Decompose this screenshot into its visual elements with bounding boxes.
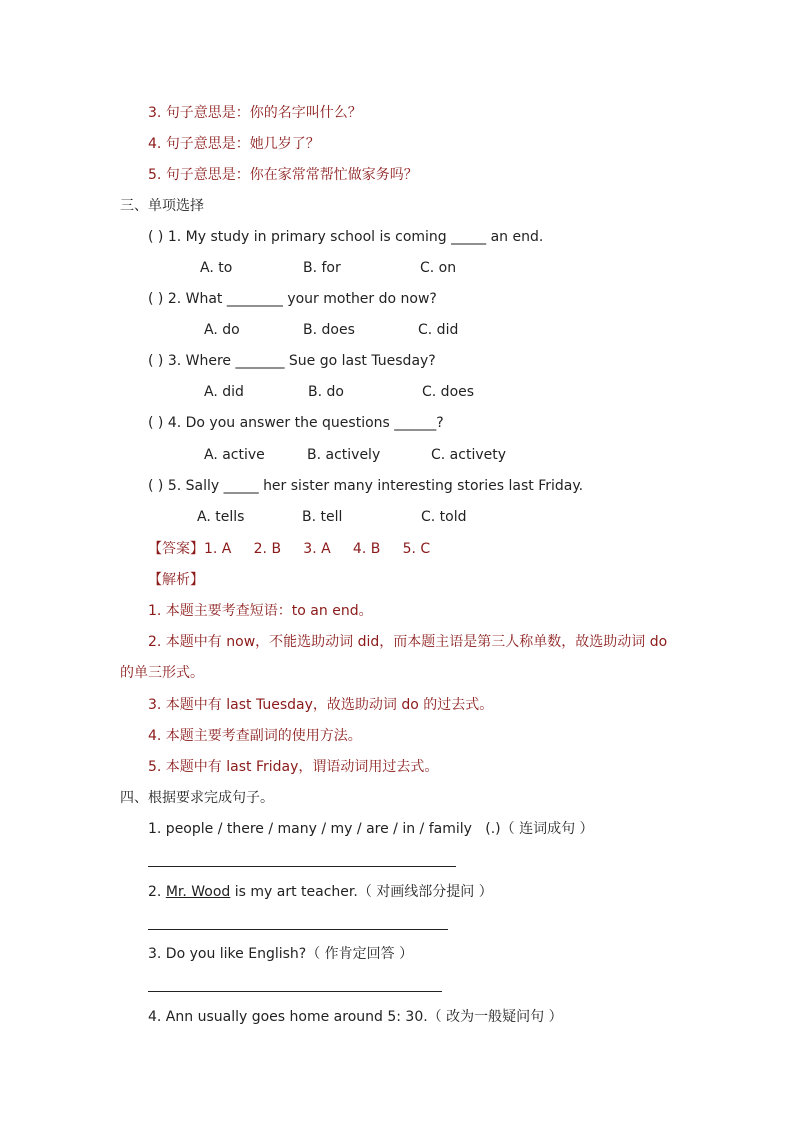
analysis-line: 2. 本题中有 now，不能选助动词 did，而本题主语是第三人称单数，故选助动词 do [148, 634, 668, 650]
underlined-phrase: Mr. Wood [165, 884, 231, 900]
option-b: B. does [303, 322, 355, 338]
analysis-line: 1. 本题主要考查短语：to an end。 [148, 603, 373, 619]
question-text: is my art teacher.（ 对画线部分提问 ） [230, 884, 493, 900]
analysis-title: 【解析】 [148, 572, 204, 588]
option-a: A. tells [197, 509, 245, 525]
answer-line [148, 929, 448, 930]
option-a: A. do [204, 322, 240, 338]
option-b: B. actively [307, 447, 381, 463]
analysis-line: 的单三形式。 [120, 665, 204, 681]
analysis-line: 3. 本题中有 last Tuesday，故选助动词 do 的过去式。 [148, 697, 494, 713]
answer-key: 【答案】1. A 2. B 3. A 4. B 5. C [148, 541, 431, 557]
explanation-line: 4. 句子意思是：她几岁了？ [148, 136, 320, 152]
analysis-line: 5. 本题中有 last Friday，谓语动词用过去式。 [148, 759, 439, 775]
explanation-line: 5. 句子意思是：你在家常常帮忙做家务吗？ [148, 167, 418, 183]
option-c: C. does [422, 384, 475, 400]
explanation-line: 3. 句子意思是：你的名字叫什么？ [148, 105, 362, 121]
section-title: 三、单项选择 [120, 198, 204, 214]
option-c: C. on [420, 260, 457, 276]
question-stem: ( ) 2. What ________ your mother do now? [148, 291, 437, 307]
section-title: 四、根据要求完成句子。 [120, 790, 274, 806]
question-stem: ( ) 1. My study in primary school is coming _____ an end. [148, 229, 544, 245]
option-a: A. active [204, 447, 265, 463]
option-b: B. tell [302, 509, 343, 525]
option-c: C. did [418, 322, 459, 338]
task-question: 3. Do you like English?（ 作肯定回答 ） [148, 946, 414, 962]
option-b: B. do [308, 384, 344, 400]
question-stem: ( ) 4. Do you answer the questions ______? [148, 415, 444, 431]
task-question: 1. people / there / many / my / are / in / family (.)（ 连词成句 ） [148, 821, 594, 837]
task-question: 4. Ann usually goes home around 5: 30.（ 改为一般疑问句 ） [148, 1009, 563, 1025]
task-question [148, 883, 493, 901]
analysis-line: 4. 本题主要考查副词的使用方法。 [148, 728, 362, 744]
question-stem: ( ) 3. Where _______ Sue go last Tuesday? [148, 353, 436, 369]
answer-line [148, 991, 442, 992]
option-a: A. to [200, 260, 233, 276]
option-a: A. did [204, 384, 244, 400]
question-number: 2. [148, 884, 166, 900]
question-stem: ( ) 5. Sally _____ her sister many interesting stories last Friday. [148, 478, 584, 494]
option-c: C. activety [431, 447, 507, 463]
option-b: B. for [303, 260, 341, 276]
answer-line [148, 866, 456, 867]
option-c: C. told [421, 509, 467, 525]
